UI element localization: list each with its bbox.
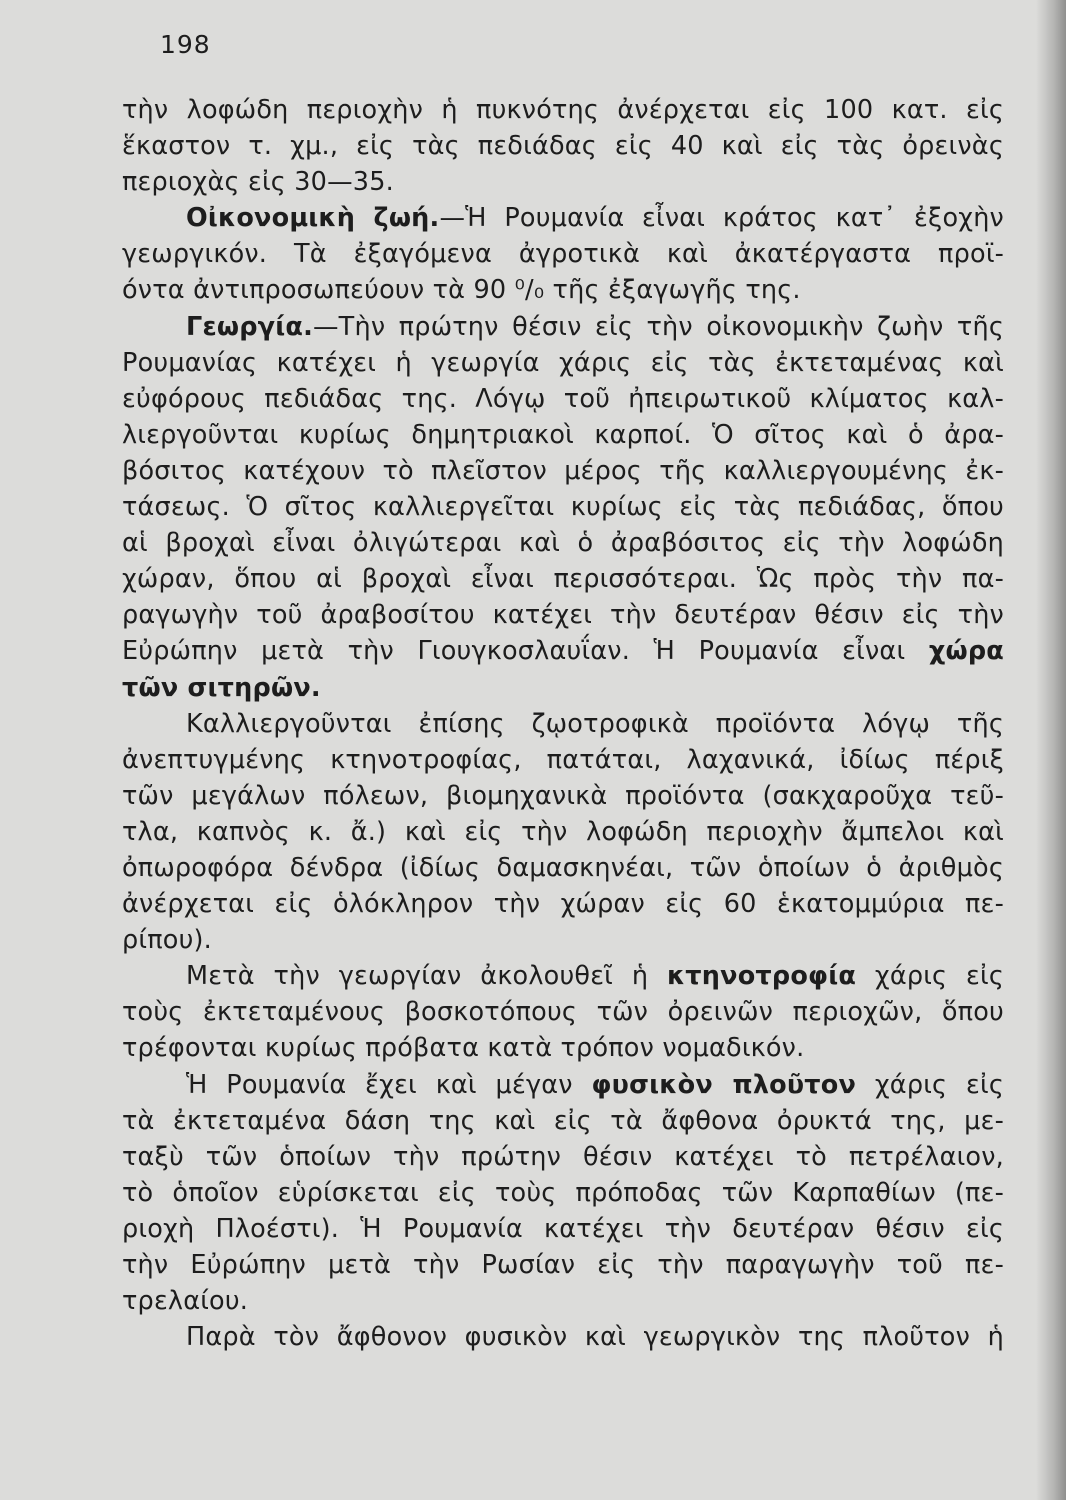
text-line [122, 561, 1004, 597]
line-text: τὸ ὁποῖον εὑρίσκεται εἰς τοὺς πρόποδας τῶν Καρπαθίων (πε- [122, 1177, 1004, 1208]
line-text: αἱ βροχαὶ εἶναι ὀλιγώτεραι καὶ ὁ ἀραβόσιτος εἰς τὴν λοφώδη [122, 528, 1004, 559]
text-line [122, 1175, 1004, 1211]
text-line [122, 1030, 1004, 1066]
text-line [122, 453, 1004, 489]
line-text: εὐφόρους πεδιάδας της. Λόγῳ τοῦ ἠπειρωτικοῦ κλίματος καλ- [122, 383, 1004, 414]
line-text: Παρὰ τὸν ἄφθονον φυσικὸν καὶ γεωργικὸν της πλοῦτον ἡ [186, 1322, 1004, 1353]
line-text: ἕκαστον τ. χμ., εἰς τὰς πεδιάδας εἰς 40 καὶ εἰς τὰς ὀρεινὰς [122, 131, 1004, 162]
bold-heading-text: φυσικὸν πλοῦτον [591, 1069, 857, 1100]
text-line [122, 1247, 1004, 1283]
text-line [122, 886, 1004, 922]
text-line [122, 381, 1004, 417]
line-text: περιοχὰς εἰς 30—35. [122, 167, 394, 198]
text-line [122, 742, 1004, 778]
line-text: τλα, καπνὸς κ. ἄ.) καὶ εἰς τὴν λοφώδη περιοχὴν ἄμπελοι καὶ [122, 816, 1004, 847]
bold-heading-text: χώρα [928, 636, 1004, 667]
line-text: χάρις εἰς [856, 1069, 1004, 1100]
line-text: τῶν μεγάλων πόλεων, βιομηχανικὰ προϊόντα (σακχαροῦχα τεῦ- [122, 780, 1004, 811]
line-text: —Ἡ Ρουμανία εἶναι κράτος κατ᾽ ἐξοχὴν [439, 203, 1004, 234]
text-line [122, 345, 1004, 381]
text-line [122, 417, 1004, 453]
text-line [122, 850, 1004, 886]
text-line [122, 1067, 1004, 1103]
text-line [122, 128, 1004, 164]
text-line [122, 525, 1004, 561]
line-text: τὴν Εὐρώπην μετὰ τὴν Ρωσίαν εἰς τὴν παραγωγὴν τοῦ πε- [122, 1250, 1004, 1280]
bold-heading-text: Γεωργία. [186, 311, 313, 342]
line-text: τρελαίου. [122, 1286, 249, 1317]
line-text: Ἡ Ρουμανία ἔχει καὶ μέγαν [186, 1069, 592, 1100]
line-text: Μετὰ τὴν γεωργίαν ἀκολουθεῖ ἡ [186, 961, 667, 992]
page-number: 198 [160, 30, 211, 59]
text-line [122, 1139, 1004, 1175]
text-line [122, 706, 1004, 742]
line-text: γεωργικόν. Τὰ ἐξαγόμενα ἀγροτικὰ καὶ ἀκατέργαστα προϊ- [122, 239, 1004, 270]
body-text [122, 92, 1004, 1355]
bold-heading-text: τῶν σιτηρῶν. [122, 672, 321, 703]
text-line [122, 958, 1004, 994]
text-line [122, 778, 1004, 814]
line-text: βόσιτος κατέχουν τὸ πλεῖστον μέρος τῆς καλλιεργουμένης ἐκ- [122, 455, 1004, 486]
line-text: —Τὴν πρώτην θέσιν εἰς τὴν οἰκονομικὴν ζωὴν τῆς [312, 311, 1004, 342]
text-line [122, 164, 1004, 200]
line-text: ἀνεπτυγμένης κτηνοτροφίας, πατάται, λαχανικά, ἰδίως πέριξ [122, 744, 1004, 775]
line-text: χάρις εἰς [856, 961, 1004, 992]
line-text: λιεργοῦνται κυρίως δημητριακοὶ καρποί. Ὁ σῖτος καὶ ὁ ἀρα- [122, 419, 1004, 450]
line-text: ὀπωροφόρα δένδρα (ἰδίως δαμασκηνέαι, τῶν ὁποίων ὁ ἀριθμὸς [122, 852, 1004, 883]
line-text: τὴν λοφώδη περιοχὴν ἡ πυκνότης ἀνέρχεται εἰς 100 κατ. εἰς [122, 95, 1004, 125]
line-text: ριοχὴ Πλοέστι). Ἡ Ρουμανία κατέχει τὴν δευτέραν θέσιν εἰς [122, 1213, 1004, 1244]
text-line [122, 597, 1004, 633]
bold-heading-text: Οἰκονομικὴ ζωή. [186, 203, 440, 234]
line-text: ταξὺ τῶν ὁποίων τὴν πρώτην θέσιν κατέχει τὸ πετρέλαιον, [122, 1141, 1004, 1172]
text-line [122, 92, 1004, 128]
text-line [122, 489, 1004, 525]
line-text: Καλλιεργοῦνται ἐπίσης ζῳοτροφικὰ προϊόντα λόγῳ τῆς [186, 708, 1004, 739]
line-text: ρίπου). [122, 925, 212, 956]
line-text: όντα ἀντιπροσωπεύουν τὰ 90 ⁰/₀ τῆς ἐξαγωγῆς της. [122, 275, 801, 306]
text-line [122, 814, 1004, 850]
text-line [122, 1211, 1004, 1247]
line-text: Εὐρώπην μετὰ τὴν Γιουγκοσλαυΐαν. Ἡ Ρουμανία εἶναι [122, 636, 929, 667]
text-line [122, 994, 1004, 1030]
line-text: τρέφονται κυρίως πρόβατα κατὰ τρόπον νομαδικόν. [122, 1033, 805, 1064]
bold-heading-text: κτηνοτροφία [666, 961, 857, 992]
text-line [122, 236, 1004, 272]
line-text: ραγωγὴν τοῦ ἀραβοσίτου κατέχει τὴν δευτέραν θέσιν εἰς τὴν [122, 600, 1004, 631]
text-line [122, 922, 1004, 958]
text-line [122, 633, 1004, 669]
line-text: χώραν, ὅπου αἱ βροχαὶ εἶναι περισσότεραι. Ὡς πρὸς τὴν πα- [122, 564, 1004, 595]
text-line [122, 272, 1004, 308]
page-edge-shadow [1036, 0, 1066, 1500]
line-text: ἀνέρχεται εἰς ὁλόκληρον τὴν χώραν εἰς 60 ἑκατομμύρια πε- [122, 889, 1004, 920]
text-line [122, 1103, 1004, 1139]
line-text: τὰ ἐκτεταμένα δάση της καὶ εἰς τὰ ἄφθονα ὀρυκτά της, με- [122, 1105, 1004, 1136]
text-line [122, 200, 1004, 236]
line-text: τοὺς ἐκτεταμένους βοσκοτόπους τῶν ὀρεινῶν περιοχῶν, ὅπου [122, 997, 1004, 1028]
text-line [122, 1319, 1004, 1355]
line-text: Ρουμανίας κατέχει ἡ γεωργία χάρις εἰς τὰς ἐκτεταμένας καὶ [122, 347, 1004, 378]
text-line [122, 1283, 1004, 1319]
text-line [122, 309, 1004, 345]
line-text: τάσεως. Ὁ σῖτος καλλιεργεῖται κυρίως εἰς τὰς πεδιάδας, ὅπου [122, 492, 1004, 523]
text-line [122, 670, 1004, 706]
